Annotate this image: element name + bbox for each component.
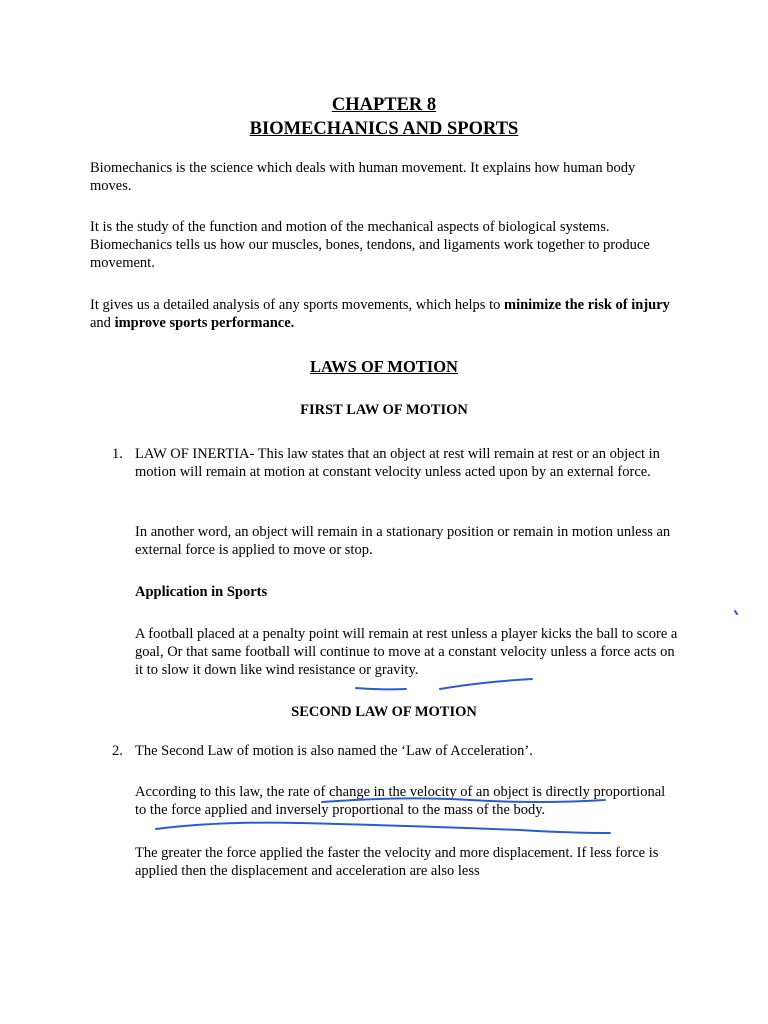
- first-law-paragraph-3: A football placed at a penalty point will remain at rest unless a player kicks the ball to score a goal, Or that same football will continue to move at a constant velocity unless a force acts on it to slow it down like wind resistance or gravity.: [135, 626, 678, 678]
- intro-paragraph-3-text-a: It gives us a detailed analysis of any sports movements, which helps to: [90, 297, 504, 313]
- second-law-paragraph-1: The Second Law of motion is also named the ‘Law of Acceleration’.: [135, 743, 533, 759]
- chapter-title: BIOMECHANICS AND SPORTS: [249, 119, 519, 139]
- intro-paragraph-2: It is the study of the function and motion of the mechanical aspects of biological systems. Biomechanics tells us how our muscles, bones, tendons, and ligaments work together to produce movement.: [90, 219, 650, 271]
- chapter-number: CHAPTER 8: [331, 95, 437, 115]
- list-number-1: 1.: [112, 446, 123, 462]
- ink-underline-gravity: [440, 679, 532, 689]
- second-law-paragraph-3: The greater the force applied the faster the velocity and more displacement. If less force is applied then the displacement and acceleration are also less: [135, 845, 659, 879]
- second-law-heading: SECOND LAW OF MOTION: [291, 704, 477, 720]
- highlight-minimize-risk: minimize the risk of injury: [503, 297, 670, 313]
- application-in-sports-heading: Application in Sports: [135, 584, 268, 600]
- list-number-2: 2.: [112, 743, 123, 759]
- intro-paragraph-3-text-c: and: [90, 315, 115, 331]
- intro-paragraph-1: Biomechanics is the science which deals with human movement. It explains how human body moves.: [90, 160, 636, 194]
- highlight-improve-performance: improve sports performance.: [114, 315, 295, 331]
- first-law-paragraph-1: LAW OF INERTIA- This law states that an object at rest will remain at rest or an object in motion will remain at motion at constant velocity unless acted upon by an external force.: [135, 446, 660, 480]
- intro-paragraph-3: [90, 296, 680, 332]
- laws-of-motion-heading: LAWS OF MOTION: [310, 357, 458, 376]
- first-law-heading: FIRST LAW OF MOTION: [300, 402, 468, 418]
- ink-underline-wind-resistance: [356, 688, 406, 689]
- ink-underline-inversely-proportional: [156, 823, 610, 833]
- second-law-paragraph-2: According to this law, the rate of change in the velocity of an object is directly proportional to the force applied and inversely proportional to the mass of the body.: [135, 784, 666, 818]
- first-law-paragraph-2: In another word, an object will remain in a stationary position or remain in motion unless an external force is applied to move or stop.: [135, 524, 671, 558]
- ink-mark-dot: [735, 611, 737, 614]
